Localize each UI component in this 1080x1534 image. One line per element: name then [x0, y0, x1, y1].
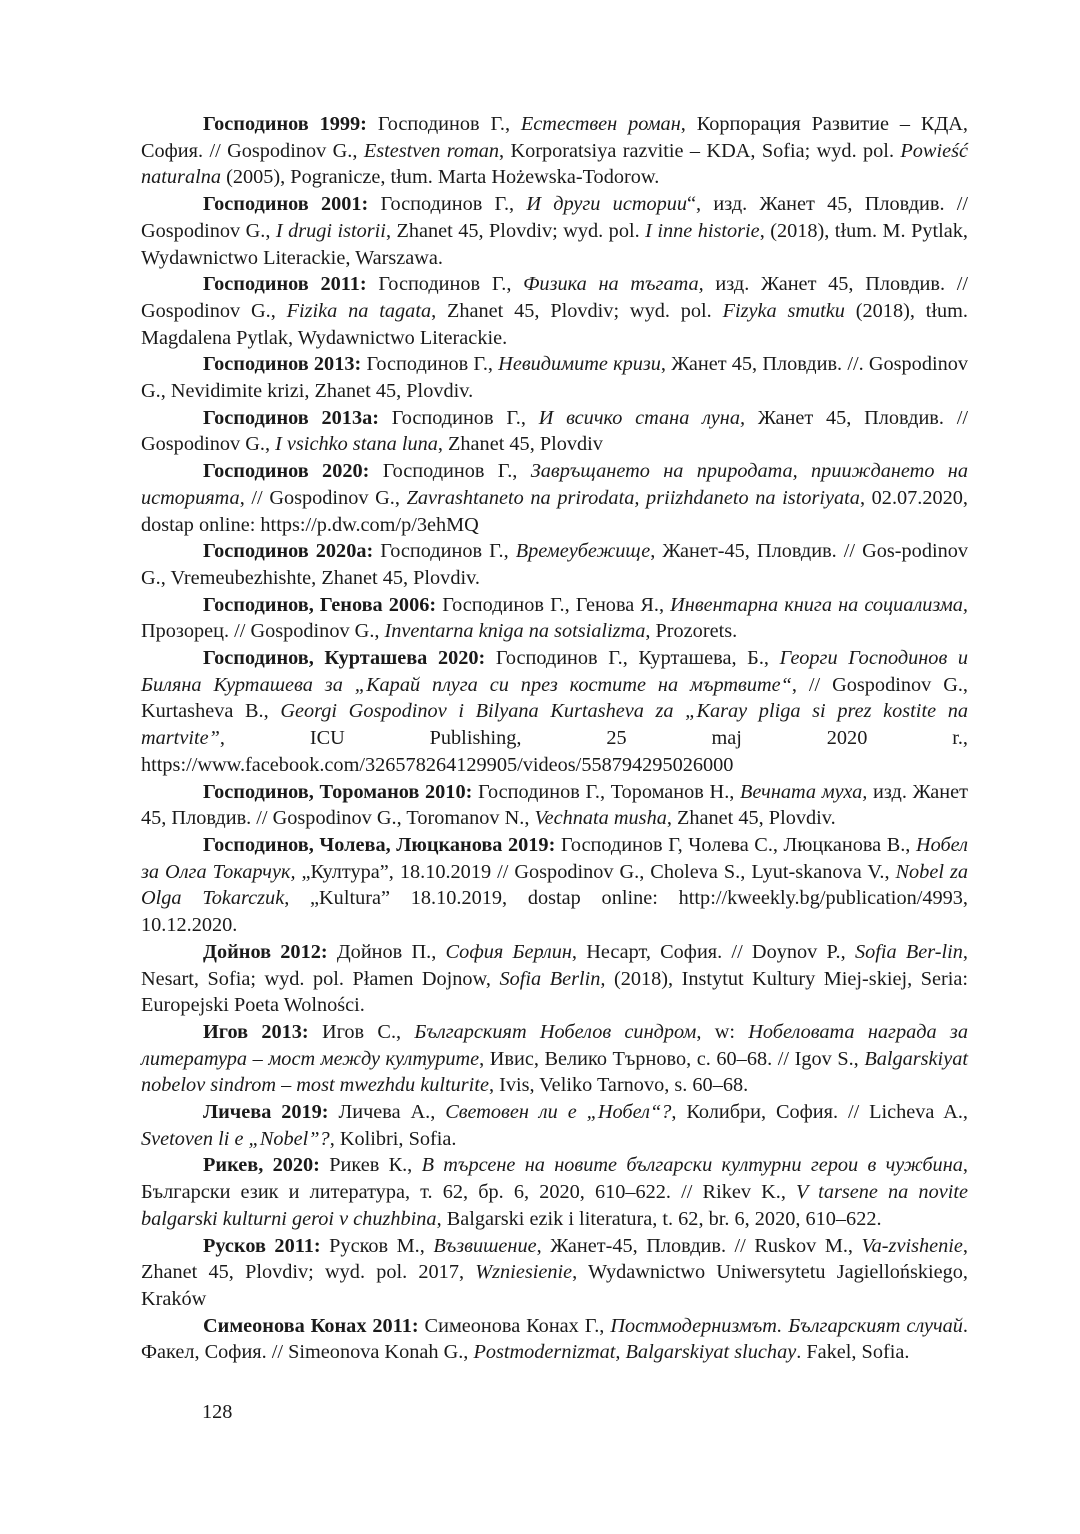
reference-text: , (2018), tłum. M. Pytlak, Wydawnictwo Literackie, Warszawa. — [141, 219, 968, 269]
reference-text: изд. Жанет 45, Пловдив. // Gospodinov G., Toromanov N., — [141, 780, 969, 830]
reference-key: Личева 2019: — [203, 1101, 329, 1124]
reference-key: Господинов, Курташева 2020: — [203, 647, 486, 670]
reference-text: Господинов Г., — [373, 540, 516, 563]
reference-key: Игов 2013: — [203, 1020, 309, 1043]
reference-text: . Fakel, Sofia. — [796, 1341, 910, 1364]
reference-key: Русков 2011: — [203, 1234, 321, 1257]
reference-title: И други истории — [526, 193, 688, 216]
reference-text: , Несарт, София. // Doynov P., — [571, 940, 855, 963]
reference-title: Georgi Gospodinov i Bilyana Kurtasheva za „Karay pliga si prez kostite na martvite” — [141, 700, 969, 750]
reference-title: Nobel za Olga Tokarczuk — [141, 860, 968, 910]
reference-entry — [141, 351, 968, 404]
reference-key: Господинов 2013а: — [203, 406, 379, 429]
reference-key: Господинов, Чолева, Люцканова 2019: — [203, 833, 556, 856]
reference-text: , Prozorets. — [645, 620, 738, 643]
reference-text: Рикев К., — [319, 1154, 422, 1177]
reference-entry — [141, 1099, 968, 1152]
reference-text: , ICU Publishing, 25 maj 2020 r., https://www.facebook.com/326578264129905/videos/558794295026000 — [141, 727, 968, 776]
reference-title: Balgarskiyat nobelov sindrom – most mwezhdu kulturite — [141, 1047, 968, 1097]
reference-title: В търсене на новите български културни герои в чужбина — [421, 1154, 963, 1177]
reference-key: Господинов 2011: — [203, 273, 367, 296]
reference-key: Господинов 2013: — [203, 353, 362, 376]
reference-key: Симеонова Конах 2011: — [203, 1314, 419, 1337]
reference-entry — [141, 1313, 968, 1366]
reference-text: , Korporatsiya razvitie – KDA, Sofia; wyd. pol. — [499, 139, 901, 162]
reference-text: Господинов Г., — [368, 193, 527, 216]
reference-text: , Zhanet 45, Plovdiv; wyd. pol. — [431, 299, 723, 322]
reference-title: Sofia Ber-lin — [854, 940, 963, 963]
reference-title: Постмодернизмът. Българският случай — [610, 1314, 963, 1337]
reference-key: Господинов, Тороманов 2010: — [203, 780, 473, 803]
reference-title: София Берлин — [445, 940, 572, 963]
reference-text: Господинов Г., Генова Я., — [436, 593, 671, 616]
reference-text: Личева А., — [328, 1101, 446, 1124]
reference-title: Wzniesienie — [475, 1261, 573, 1284]
reference-entry — [141, 538, 968, 591]
reference-entry — [141, 111, 968, 191]
reference-title: I drugi istorii — [275, 219, 386, 242]
reference-text: , Жанет-45, Пловдив. // Gos-podinov G., Vremeubezhishte, Zhanet 45, Plovdiv. — [141, 540, 969, 589]
reference-text: (2018), Instytut Kultury Miej-skiej, Seria: Europejski Poeta Wolności. — [141, 967, 969, 1017]
reference-title: Времеубежище — [515, 540, 651, 563]
reference-text: , Kolibri, Sofia. — [329, 1127, 457, 1150]
reference-text: , Ivis, Veliko Tarnovo, s. 60–68. — [488, 1074, 749, 1097]
reference-entry — [141, 191, 968, 271]
reference-title: Fizika na tagata — [286, 299, 432, 322]
reference-text: Господинов Г., — [369, 460, 531, 483]
reference-title: Георги Господинов и Биляна Курташева за „Карай плуга си през костите на мъртвите“ — [141, 647, 968, 696]
reference-title: Нобел за Олга Токарчук, — [141, 833, 968, 883]
reference-title: Zavrashtaneto na prirodata, priizhdaneto na istoriyata — [406, 486, 860, 509]
page-number: 128 — [202, 1401, 233, 1423]
reference-key: Господинов, Генова 2006: — [203, 593, 437, 616]
reference-text: Господинов Г., — [366, 273, 524, 296]
reference-text: Прозорец. // Gospodinov G., — [141, 620, 385, 643]
reference-text: (2018), tłum. Magdalena Pytlak, Wydawnictwo Literackie. — [141, 299, 969, 349]
reference-title: Световен ли е „Нобел“? — [445, 1101, 672, 1124]
reference-entry — [141, 405, 968, 458]
reference-text: Жанет 45, Пловдив. // Gospodinov G., — [141, 406, 969, 456]
reference-text: , Zhanet 45, Plovdiv — [437, 433, 603, 456]
reference-list — [141, 111, 968, 1366]
reference-title: Вечната муха, — [740, 780, 868, 803]
reference-text: Господинов Г., — [378, 406, 539, 429]
reference-text: , Корпорация Развитие – КДА, София. // Gospodinov G., — [141, 113, 969, 162]
reference-text: Господинов Г, Чолева С., Люцканова В., — [555, 833, 916, 856]
reference-entry — [141, 458, 968, 538]
reference-text: “, изд. Жанет 45, Пловдив. // Gospodinov G., — [141, 193, 969, 242]
reference-title: Svetoven li e „Nobel”? — [141, 1127, 330, 1150]
bibliography-page — [141, 111, 968, 1366]
reference-text: Господинов Г., — [361, 353, 499, 376]
reference-entry — [141, 271, 968, 351]
reference-text: , Balgarski ezik i literatura, t. 62, br. 6, 2020, 610–622. — [436, 1207, 882, 1230]
reference-key: Господинов 1999: — [203, 113, 367, 135]
reference-title: I vsichko stana luna — [275, 433, 438, 456]
reference-text: Дойнов П., — [327, 940, 446, 963]
reference-entry — [141, 1019, 968, 1099]
reference-text: , Wydawnictwo Uniwersytetu Jagiellońskiego, Kraków — [141, 1261, 969, 1310]
reference-text: , // Gospodinov G., Kurtasheva B., — [141, 673, 968, 723]
reference-entry — [141, 592, 968, 645]
reference-key: Рикев, 2020: — [203, 1154, 320, 1177]
reference-title: Физика на тъгата, — [523, 273, 704, 296]
reference-entry — [141, 1152, 968, 1232]
reference-text: , 02.07.2020, dostap online: https://p.dw.com/p/3ehMQ — [141, 486, 968, 536]
reference-title: Postmodernizmat, Balgarskiyat sluchay — [473, 1341, 797, 1364]
reference-title: Нобеловата награда за литература – мост между културите — [141, 1020, 968, 1070]
reference-title: Възвишение — [433, 1234, 537, 1257]
reference-entry — [141, 645, 968, 779]
reference-text: Господинов Г., Курташева, Б., — [485, 647, 780, 670]
reference-text: Симеонова Конах Г., — [418, 1314, 611, 1337]
reference-text: , w: — [696, 1020, 749, 1043]
reference-title: Българският Нобелов синдром — [414, 1020, 697, 1043]
reference-text: , Zhanet 45, Plovdiv. — [666, 807, 836, 830]
reference-title: I inne historie — [645, 219, 760, 242]
reference-entry — [141, 939, 968, 1019]
reference-text: , Български език и литература, т. 62, бр. 6, 2020, 610–622. // Rikev K., — [141, 1154, 968, 1204]
reference-entry — [141, 1233, 968, 1313]
reference-text: Игов С., — [308, 1020, 415, 1043]
reference-text: , Nesart, Sofia; wyd. pol. Płamen Dojnow, — [141, 940, 968, 990]
reference-title: Естествен роман — [520, 113, 681, 135]
reference-text: , // Gospodinov G., — [239, 486, 407, 509]
reference-text: , Колибри, София. // Licheva A., — [671, 1101, 968, 1124]
reference-text: Русков М., — [320, 1234, 434, 1257]
reference-text: Господинов Г., Тороманов Н., — [472, 780, 741, 803]
reference-text: , Жанет-45, Пловдив. // Ruskov M., — [536, 1234, 862, 1257]
reference-key: Господинов 2020: — [203, 460, 370, 483]
reference-title: Невидимите кризи — [498, 353, 661, 376]
reference-key: Господинов 2020а: — [203, 540, 374, 563]
reference-text: (2005), Pogranicze, tłum. Marta Hożewska-Todorow. — [221, 166, 660, 189]
reference-title: И всичко стана луна, — [538, 406, 746, 429]
reference-title: Va-zvishenie — [861, 1234, 963, 1257]
reference-text: , Zhanet 45, Plovdiv; wyd. pol. 2017, — [141, 1234, 968, 1284]
reference-text: . Факел, София. // Simeonova Konah G., — [141, 1314, 968, 1364]
reference-title: Powieść naturalna — [141, 139, 968, 189]
reference-key: Господинов 2001: — [203, 193, 369, 216]
reference-text: Господинов Г., — [366, 113, 521, 135]
reference-title: Vechnata musha — [534, 807, 667, 830]
reference-text: , Жанет 45, Пловдив. //. Gospodinov G., Nevidimite krizi, Zhanet 45, Plovdiv. — [141, 353, 969, 403]
reference-entry — [141, 832, 968, 939]
reference-text: , Zhanet 45, Plovdiv; wyd. pol. — [385, 219, 646, 242]
reference-text: , Ивис, Велико Търново, с. 60–68. // Igov S., — [479, 1047, 865, 1070]
reference-title: V tarsene na novite balgarski kulturni geroi v chuzhbina — [141, 1181, 968, 1230]
reference-title: Инвентарна книга на социализма, — [670, 593, 968, 616]
reference-entry — [141, 779, 968, 832]
reference-text: , „Kultura” 18.10.2019, dostap online: http://kweekly.bg/publication/4993, 10.12.2020. — [141, 887, 968, 937]
reference-text: „Култура”, 18.10.2019 // Gospodinov G., Choleva S., Lyut-skanova V., — [295, 860, 896, 883]
reference-title: Fizyka smutku — [722, 299, 845, 322]
reference-text: изд. Жанет 45, Пловдив. // Gospodinov G., — [141, 273, 968, 322]
reference-title: Estestven roman — [363, 139, 499, 162]
reference-title: Inventarna kniga na sotsializma — [384, 620, 646, 643]
reference-title: Завръщането на природата, прииждането на историята — [141, 460, 968, 509]
reference-key: Дойнов 2012: — [203, 940, 328, 963]
reference-title: Sofia Berlin, — [499, 967, 606, 990]
